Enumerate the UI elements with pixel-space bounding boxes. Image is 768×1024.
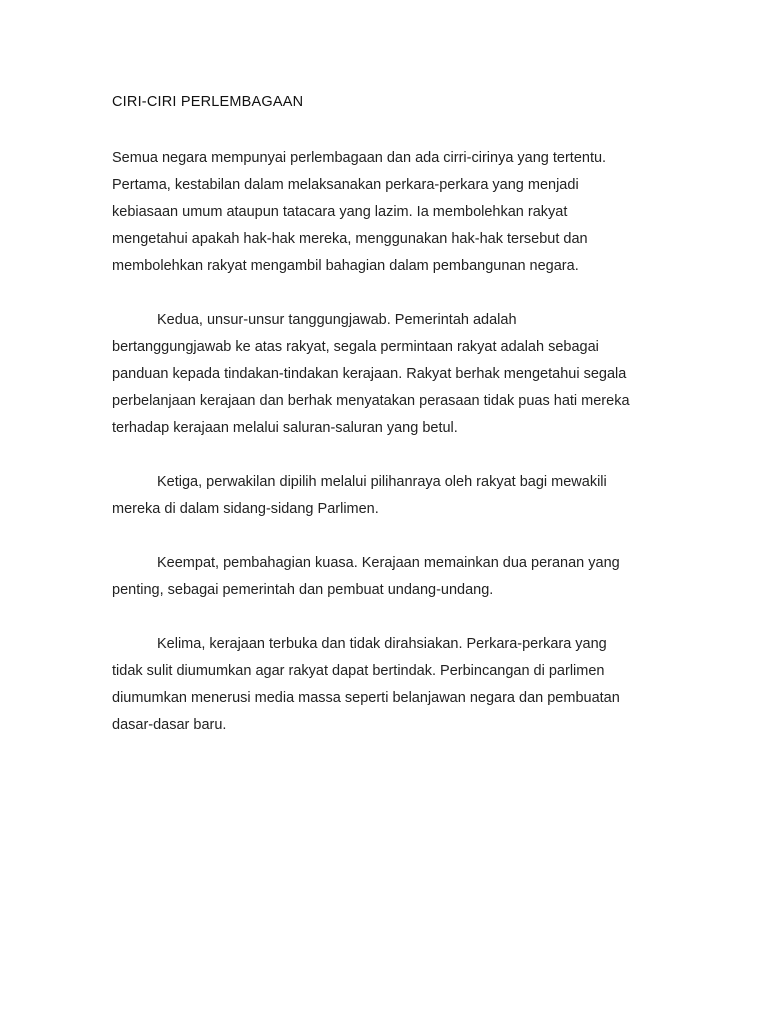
paragraph-line: Ketiga, perwakilan dipilih melalui pilihanraya oleh rakyat bagi mewakili xyxy=(157,474,607,490)
paragraph-line: mereka di dalam sidang-sidang Parlimen. xyxy=(112,501,379,517)
paragraph-line: Semua negara mempunyai perlembagaan dan ada cirri-cirinya yang tertentu. xyxy=(112,150,607,166)
paragraph-line: perbelanjaan kerajaan dan berhak menyatakan perasaan tidak puas hati mereka xyxy=(112,393,630,409)
paragraph-line: Keempat, pembahagian kuasa. Kerajaan memainkan dua peranan yang xyxy=(157,555,620,571)
paragraph-line: penting, sebagai pemerintah dan pembuat undang-undang. xyxy=(112,582,494,598)
paragraph-line: dasar-dasar baru. xyxy=(112,717,227,733)
paragraph-line: tidak sulit diumumkan agar rakyat dapat bertindak. Perbincangan di parlimen xyxy=(112,663,605,679)
paragraph-3 xyxy=(112,469,657,523)
paragraph-1 xyxy=(112,145,657,280)
paragraph-4 xyxy=(112,550,657,604)
paragraph-line: diumumkan menerusi media massa seperti belanjawan negara dan pembuatan xyxy=(112,690,620,706)
paragraph-line: terhadap kerajaan melalui saluran-saluran yang betul. xyxy=(112,420,458,436)
paragraph-line: Pertama, kestabilan dalam melaksanakan perkara-perkara yang menjadi xyxy=(112,177,579,193)
document-title: CIRI-CIRI PERLEMBAGAAN xyxy=(112,94,304,110)
paragraph-line: Kelima, kerajaan terbuka dan tidak dirahsiakan. Perkara-perkara yang xyxy=(157,636,607,652)
paragraph-line: Kedua, unsur-unsur tanggungjawab. Pemerintah adalah xyxy=(157,312,517,328)
paragraph-5 xyxy=(112,631,657,739)
paragraph-line: membolehkan rakyat mengambil bahagian dalam pembangunan negara. xyxy=(112,258,579,274)
paragraph-line: bertanggungjawab ke atas rakyat, segala permintaan rakyat adalah sebagai xyxy=(112,339,599,355)
paragraph-line: panduan kepada tindakan-tindakan kerajaan. Rakyat berhak mengetahui segala xyxy=(112,366,627,382)
paragraph-line: mengetahui apakah hak-hak mereka, menggunakan hak-hak tersebut dan xyxy=(112,231,588,247)
document-page xyxy=(112,92,657,739)
paragraph-line: kebiasaan umum ataupun tatacara yang lazim. Ia membolehkan rakyat xyxy=(112,204,568,220)
paragraph-2 xyxy=(112,307,657,442)
